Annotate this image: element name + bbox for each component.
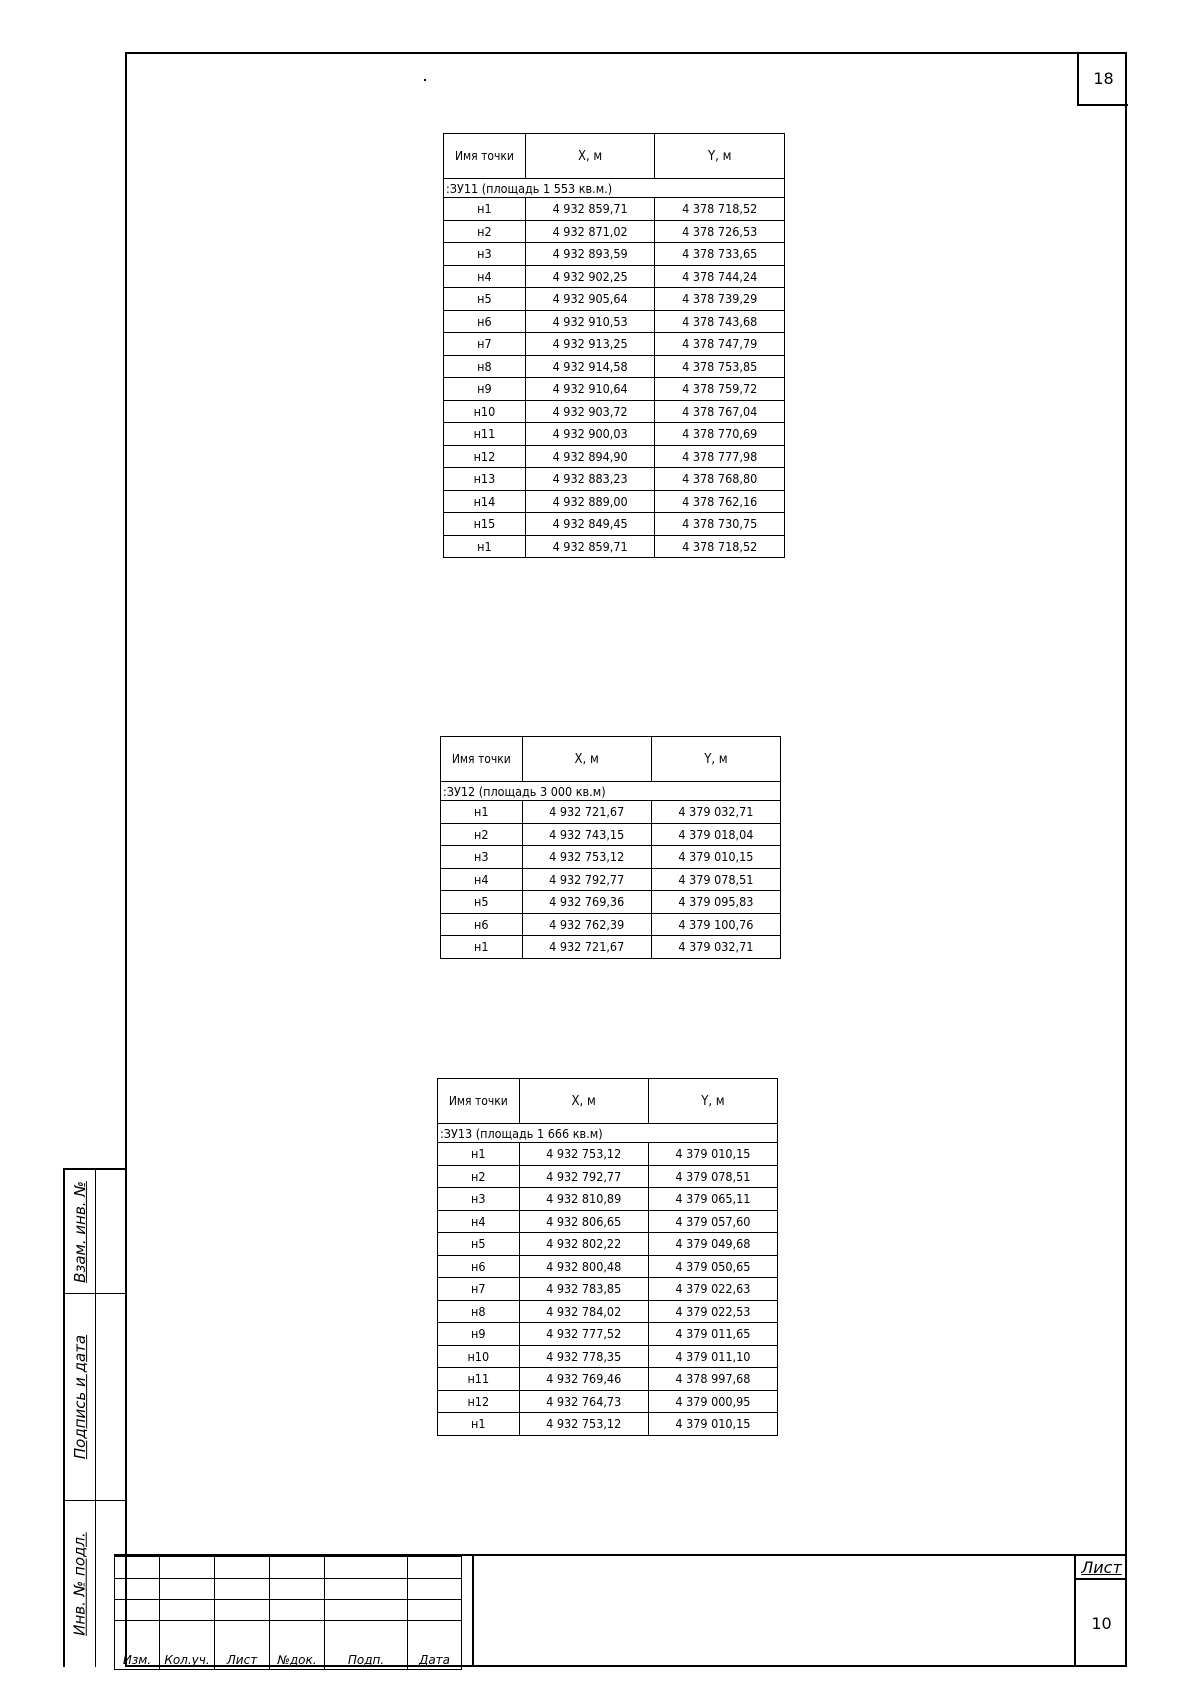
table-row — [444, 243, 785, 266]
point-name-cell: н3 — [438, 1188, 520, 1211]
table-row — [444, 265, 785, 288]
x-cell: 4 932 893,59 — [525, 243, 655, 266]
point-name-cell: н13 — [444, 468, 526, 491]
section-label: :ЗУ12 (площадь 3 000 кв.м) — [441, 782, 781, 801]
point-name-cell: н10 — [438, 1345, 520, 1368]
y-cell: 4 378 743,68 — [655, 310, 785, 333]
side-label-podpis: Подпись и дата — [71, 1334, 89, 1459]
coords-table-zu13 — [437, 1078, 778, 1436]
table-row — [441, 891, 781, 914]
y-cell: 4 378 770,69 — [655, 423, 785, 446]
x-cell: 4 932 743,15 — [522, 823, 651, 846]
title-block — [114, 1554, 1127, 1667]
y-cell: 4 378 753,85 — [655, 355, 785, 378]
y-cell: 4 379 010,15 — [651, 846, 780, 869]
x-cell: 4 932 900,03 — [525, 423, 655, 446]
table-row — [438, 1255, 778, 1278]
y-cell: 4 378 718,52 — [655, 535, 785, 558]
x-cell: 4 932 762,39 — [522, 913, 651, 936]
point-name-cell: н15 — [444, 513, 526, 536]
side-label-inv: Инв. № подл. — [71, 1531, 90, 1636]
table-row — [438, 1345, 778, 1368]
coords-table-zu12 — [440, 736, 781, 959]
y-cell: 4 378 718,52 — [655, 198, 785, 221]
point-name-cell: н5 — [444, 288, 526, 311]
x-cell: 4 932 914,58 — [525, 355, 655, 378]
x-cell: 4 932 792,77 — [519, 1165, 648, 1188]
y-cell: 4 379 022,63 — [648, 1278, 777, 1301]
y-cell: 4 379 018,04 — [651, 823, 780, 846]
table-row — [444, 288, 785, 311]
y-cell: 4 378 744,24 — [655, 265, 785, 288]
x-cell: 4 932 903,72 — [525, 400, 655, 423]
x-cell: 4 932 913,25 — [525, 333, 655, 356]
point-name-cell: н1 — [444, 198, 526, 221]
x-cell: 4 932 800,48 — [519, 1255, 648, 1278]
y-cell: 4 378 759,72 — [655, 378, 785, 401]
y-cell: 4 379 022,53 — [648, 1300, 777, 1323]
x-cell: 4 932 894,90 — [525, 445, 655, 468]
x-cell: 4 932 905,64 — [525, 288, 655, 311]
table-row — [444, 310, 785, 333]
x-cell: 4 932 859,71 — [525, 198, 655, 221]
point-name-cell: н2 — [441, 823, 523, 846]
header-point-name: Имя точки — [441, 737, 523, 782]
point-name-cell: н2 — [444, 220, 526, 243]
table-row — [438, 1300, 778, 1323]
point-name-cell: н14 — [444, 490, 526, 513]
header-x: X, м — [522, 737, 651, 782]
point-name-cell: н8 — [438, 1300, 520, 1323]
table-row — [444, 355, 785, 378]
coords-table-zu11 — [443, 133, 785, 558]
x-cell: 4 932 883,23 — [525, 468, 655, 491]
section-label: :ЗУ13 (площадь 1 666 кв.м) — [438, 1124, 778, 1143]
header-point-name: Имя точки — [438, 1079, 520, 1124]
table-row — [438, 1278, 778, 1301]
x-cell: 4 932 764,73 — [519, 1390, 648, 1413]
point-name-cell: н11 — [444, 423, 526, 446]
x-cell: 4 932 871,02 — [525, 220, 655, 243]
sheet-number: 10 — [1091, 1614, 1112, 1633]
point-name-cell: н4 — [444, 265, 526, 288]
title-block-col-label: Изм. — [115, 1621, 160, 1670]
y-cell: 4 379 011,10 — [648, 1345, 777, 1368]
table-row — [444, 378, 785, 401]
section-label: :ЗУ11 (площадь 1 553 кв.м.) — [444, 179, 785, 198]
point-name-cell: н10 — [444, 400, 526, 423]
x-cell: 4 932 859,71 — [525, 535, 655, 558]
title-block-col-label: №док. — [270, 1621, 325, 1670]
point-name-cell: н6 — [441, 913, 523, 936]
x-cell: 4 932 889,00 — [525, 490, 655, 513]
x-cell: 4 932 753,12 — [519, 1413, 648, 1436]
header-y: Y, м — [655, 134, 785, 179]
y-cell: 4 379 057,60 — [648, 1210, 777, 1233]
point-name-cell: н2 — [438, 1165, 520, 1188]
y-cell: 4 379 050,65 — [648, 1255, 777, 1278]
x-cell: 4 932 910,64 — [525, 378, 655, 401]
y-cell: 4 379 065,11 — [648, 1188, 777, 1211]
y-cell: 4 379 010,15 — [648, 1143, 777, 1166]
table-row — [438, 1165, 778, 1188]
y-cell: 4 378 768,80 — [655, 468, 785, 491]
y-cell: 4 378 777,98 — [655, 445, 785, 468]
y-cell: 4 378 726,53 — [655, 220, 785, 243]
table-row — [441, 868, 781, 891]
title-block-col-label: Лист — [215, 1621, 270, 1670]
point-name-cell: н1 — [441, 936, 523, 959]
x-cell: 4 932 902,25 — [525, 265, 655, 288]
y-cell: 4 378 997,68 — [648, 1368, 777, 1391]
y-cell: 4 379 078,51 — [651, 868, 780, 891]
table-row — [438, 1413, 778, 1436]
point-name-cell: н6 — [444, 310, 526, 333]
y-cell: 4 379 049,68 — [648, 1233, 777, 1256]
point-name-cell: н8 — [444, 355, 526, 378]
table-row — [441, 823, 781, 846]
y-cell: 4 378 747,79 — [655, 333, 785, 356]
x-cell: 4 932 784,02 — [519, 1300, 648, 1323]
y-cell: 4 378 733,65 — [655, 243, 785, 266]
x-cell: 4 932 802,22 — [519, 1233, 648, 1256]
table-row — [444, 400, 785, 423]
header-x: X, м — [519, 1079, 648, 1124]
table-row — [438, 1188, 778, 1211]
point-name-cell: н3 — [444, 243, 526, 266]
y-cell: 4 379 032,71 — [651, 936, 780, 959]
title-block-col-label: Подп. — [325, 1621, 408, 1670]
point-name-cell: н9 — [444, 378, 526, 401]
point-name-cell: н9 — [438, 1323, 520, 1346]
x-cell: 4 932 849,45 — [525, 513, 655, 536]
side-label-vzam: Взам. инв. № — [71, 1180, 89, 1283]
y-cell: 4 379 010,15 — [648, 1413, 777, 1436]
x-cell: 4 932 769,46 — [519, 1368, 648, 1391]
table-row — [444, 445, 785, 468]
table-row — [444, 423, 785, 446]
point-name-cell: н3 — [441, 846, 523, 869]
header-point-name: Имя точки — [444, 134, 526, 179]
point-name-cell: н11 — [438, 1368, 520, 1391]
table-row — [441, 913, 781, 936]
y-cell: 4 379 095,83 — [651, 891, 780, 914]
table-row — [438, 1233, 778, 1256]
table-row — [441, 936, 781, 959]
header-x: X, м — [525, 134, 655, 179]
x-cell: 4 932 777,52 — [519, 1323, 648, 1346]
table-row — [444, 490, 785, 513]
table-row — [441, 801, 781, 824]
y-cell: 4 379 032,71 — [651, 801, 780, 824]
y-cell: 4 378 739,29 — [655, 288, 785, 311]
x-cell: 4 932 721,67 — [522, 936, 651, 959]
point-name-cell: н5 — [438, 1233, 520, 1256]
point-name-cell: н4 — [441, 868, 523, 891]
page-number: 18 — [1077, 52, 1128, 106]
x-cell: 4 932 753,12 — [522, 846, 651, 869]
point-name-cell: н4 — [438, 1210, 520, 1233]
x-cell: 4 932 769,36 — [522, 891, 651, 914]
table-row — [438, 1368, 778, 1391]
x-cell: 4 932 783,85 — [519, 1278, 648, 1301]
x-cell: 4 932 721,67 — [522, 801, 651, 824]
point-name-cell: н7 — [444, 333, 526, 356]
table-row — [438, 1210, 778, 1233]
table-row — [438, 1143, 778, 1166]
sheet-label: Лист — [1076, 1556, 1127, 1580]
point-name-cell: н1 — [444, 535, 526, 558]
y-cell: 4 378 767,04 — [655, 400, 785, 423]
table-row — [438, 1390, 778, 1413]
y-cell: 4 379 078,51 — [648, 1165, 777, 1188]
y-cell: 4 379 000,95 — [648, 1390, 777, 1413]
x-cell: 4 932 806,65 — [519, 1210, 648, 1233]
point-name-cell: н12 — [444, 445, 526, 468]
table-row — [444, 535, 785, 558]
table-row — [438, 1323, 778, 1346]
point-name-cell: н6 — [438, 1255, 520, 1278]
title-block-grid — [114, 1556, 462, 1670]
x-cell: 4 932 792,77 — [522, 868, 651, 891]
point-name-cell: н1 — [438, 1143, 520, 1166]
title-block-col-label: Дата — [408, 1621, 462, 1670]
x-cell: 4 932 910,53 — [525, 310, 655, 333]
y-cell: 4 379 100,76 — [651, 913, 780, 936]
title-block-col-label: Кол.уч. — [160, 1621, 215, 1670]
point-name-cell: н12 — [438, 1390, 520, 1413]
point-name-cell: н1 — [441, 801, 523, 824]
point-name-cell: н5 — [441, 891, 523, 914]
table-row — [444, 220, 785, 243]
point-name-cell: н1 — [438, 1413, 520, 1436]
header-y: Y, м — [648, 1079, 777, 1124]
point-name-cell: н7 — [438, 1278, 520, 1301]
stray-mark — [424, 79, 426, 81]
y-cell: 4 378 730,75 — [655, 513, 785, 536]
sheet-cell — [1074, 1556, 1127, 1667]
header-y: Y, м — [651, 737, 780, 782]
x-cell: 4 932 778,35 — [519, 1345, 648, 1368]
table-row — [444, 468, 785, 491]
table-row — [444, 198, 785, 221]
y-cell: 4 378 762,16 — [655, 490, 785, 513]
table-row — [444, 513, 785, 536]
x-cell: 4 932 753,12 — [519, 1143, 648, 1166]
table-row — [441, 846, 781, 869]
y-cell: 4 379 011,65 — [648, 1323, 777, 1346]
x-cell: 4 932 810,89 — [519, 1188, 648, 1211]
table-row — [444, 333, 785, 356]
